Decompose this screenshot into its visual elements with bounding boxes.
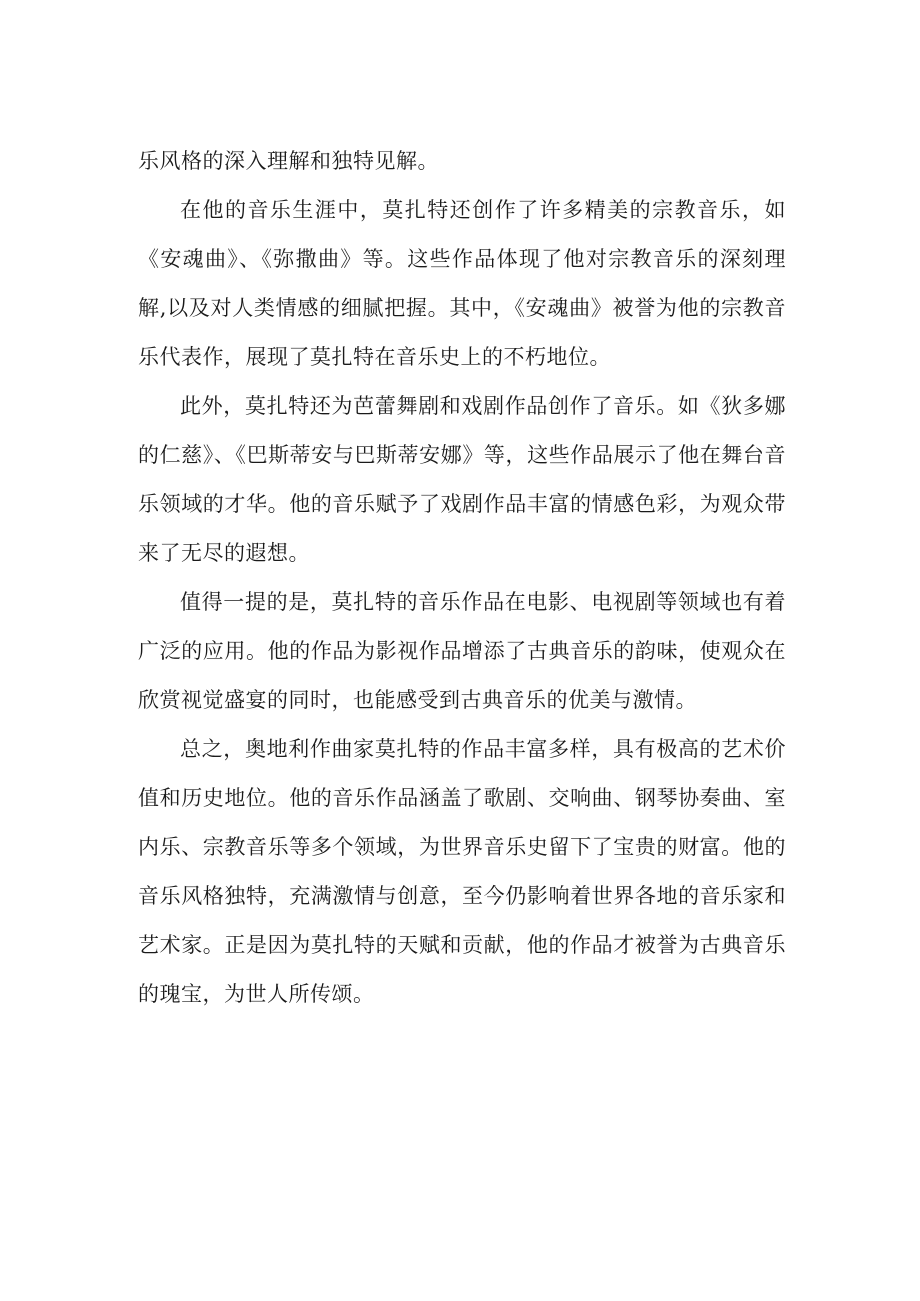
paragraph-religious-music: 在他的音乐生涯中，莫扎特还创作了许多精美的宗教音乐，如《安魂曲》、《弥撒曲》等。这些作品体现了他对宗教音乐的深刻理解,以及对人类情感的细腻把握。其中，《安魂曲》被誉为他的宗教音乐代表作，展现了莫扎特在音乐史上的不朽地位。 [138,198,786,369]
document-body [138,137,786,1019]
paragraph-ballet-drama: 此外，莫扎特还为芭蕾舞剧和戏剧作品创作了音乐。如《狄多娜的仁慈》、《巴斯蒂安与巴斯蒂安娜》等，这些作品展示了他在舞台音乐领域的才华。他的音乐赋予了戏剧作品丰富的情感色彩，为观众带来了无尽的遐想。 [138,394,786,565]
paragraph-conclusion: 总之，奥地利作曲家莫扎特的作品丰富多样，具有极高的艺术价值和历史地位。他的音乐作品涵盖了歌剧、交响曲、钢琴协奏曲、室内乐、宗教音乐等多个领域，为世界音乐史留下了宝贵的财富。他的音乐风格独特，充满激情与创意，至今仍影响着世界各地的音乐家和艺术家。正是因为莫扎特的天赋和贡献，他的作品才被誉为古典音乐的瑰宝，为世人所传颂。 [138,737,786,1006]
paragraph-continuation: 乐风格的深入理解和独特见解。 [138,149,439,173]
paragraph-film-tv: 值得一提的是，莫扎特的音乐作品在电影、电视剧等领域也有着广泛的应用。他的作品为影视作品增添了古典音乐的韵味，使观众在欣赏视觉盛宴的同时，也能感受到古典音乐的优美与激情。 [138,590,786,712]
